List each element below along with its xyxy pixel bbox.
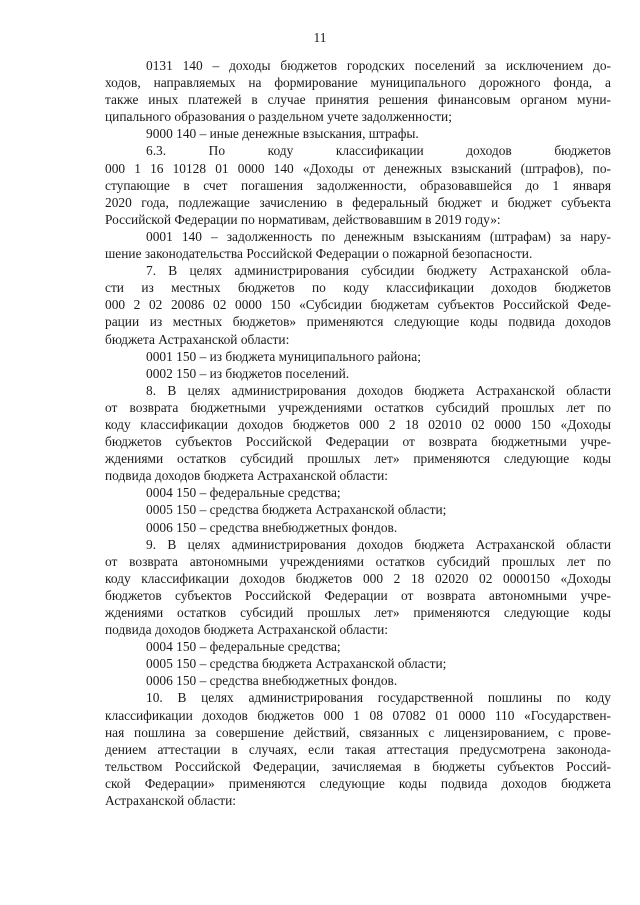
text-line: коду классификации доходов бюджетов 000 2 18 02010 02 0000 150 «Доходы bbox=[105, 416, 611, 432]
text-line: ской Федерации» применяются следующие коды подвида доходов бюджета bbox=[105, 775, 611, 791]
text-line: дением аттестации в случаях, если такая аттестация предусмотрена законода- bbox=[105, 741, 611, 757]
text-line: 0006 150 – средства внебюджетных фондов. bbox=[146, 673, 398, 689]
text-line: 10. В целях администрирования государственной пошлины по коду bbox=[146, 690, 611, 706]
text-line: шение законодательства Российской Федерации о пожарной безопасности. bbox=[105, 246, 533, 262]
text-line: подвида доходов бюджета Астраханской области: bbox=[105, 468, 389, 484]
text-line: рации из местных бюджетов» применяются следующие коды подвида доходов bbox=[105, 314, 611, 330]
text-line: 0005 150 – средства бюджета Астраханской области; bbox=[146, 656, 447, 672]
text-line: Российской Федерации по нормативам, действовавшим в 2019 году»: bbox=[105, 211, 501, 227]
text-line: сти из местных бюджетов по коду классификации доходов бюджетов bbox=[105, 280, 611, 296]
text-line: 7. В целях администрирования субсидии бюджету Астраханской обла- bbox=[146, 263, 611, 279]
text-line: ходов, направляемых на формирование муниципального дорожного фонда, а bbox=[105, 75, 611, 91]
text-line: бюджетов субъектов Российской Федерации от возврата автономными учре- bbox=[105, 587, 611, 603]
text-line: также иных платежей в случае принятия решения финансовым органом муни- bbox=[105, 92, 611, 108]
text-line: 0001 140 – задолженность по денежным взысканиям (штрафам) за нару- bbox=[146, 228, 611, 244]
text-line: 0131 140 – доходы бюджетов городских поселений за исключением до- bbox=[146, 58, 611, 73]
text-line: 9000 140 – иные денежные взыскания, штрафы. bbox=[146, 126, 419, 142]
page-number: 11 bbox=[313, 30, 327, 45]
text-line: 000 1 16 10128 01 0000 140 «Доходы от денежных взысканий (штрафов), по- bbox=[105, 160, 611, 176]
text-line: ципального образования о раздельном учете задолженности; bbox=[105, 109, 452, 125]
text-line: 0002 150 – из бюджетов поселений. bbox=[146, 365, 350, 381]
text-line: 8. В целях администрирования доходов бюджета Астраханской области bbox=[146, 382, 611, 398]
text-line: подвида доходов бюджета Астраханской области: bbox=[105, 622, 389, 638]
text-line: от возврата автономными учреждениями остатков субсидий прошлых лет по bbox=[105, 553, 611, 569]
text-line: 6.3. По коду классификации доходов бюджетов bbox=[146, 143, 611, 159]
text-line: бюджета Астраханской области: bbox=[105, 331, 290, 347]
text-line: ступающие в счет погашения задолженности, образовавшейся до 1 января bbox=[105, 177, 611, 193]
text-line: классификации доходов бюджетов 000 1 08 07082 01 0000 110 «Государствен- bbox=[105, 707, 611, 723]
text-line: от возврата бюджетными учреждениями остатков субсидий прошлых лет по bbox=[105, 399, 611, 415]
text-line: 0006 150 – средства внебюджетных фондов. bbox=[146, 519, 398, 535]
text-line: Астраханской области: bbox=[105, 793, 237, 809]
text-line: 0001 150 – из бюджета муниципального района; bbox=[146, 348, 421, 364]
text-line: тельством Российской Федерации, зачисляемая в бюджеты субъектов Россий- bbox=[105, 758, 611, 774]
text-line: 9. В целях администрирования доходов бюджета Астраханской области bbox=[146, 536, 611, 552]
text-line: 0004 150 – федеральные средства; bbox=[146, 485, 341, 501]
text-line: 000 2 02 20086 02 0000 150 «Субсидии бюджетам субъектов Российской Феде- bbox=[105, 297, 611, 313]
text-line: 2020 года, подлежащие зачислению в федеральный бюджет и бюджет субъекта bbox=[105, 194, 611, 210]
text-line: ждениями остатков субсидий прошлых лет» применяются следующие коды bbox=[105, 451, 611, 467]
text-line: ждениями остатков субсидий прошлых лет» применяются следующие коды bbox=[105, 605, 611, 620]
text-line: бюджетов субъектов Российской Федерации от возврата бюджетными учре- bbox=[105, 434, 611, 450]
text-line: 0004 150 – федеральные средства; bbox=[146, 639, 341, 655]
text-line: 0005 150 – средства бюджета Астраханской области; bbox=[146, 502, 447, 518]
document-body bbox=[105, 57, 611, 809]
text-line: коду классификации доходов бюджетов 000 2 18 02020 02 0000150 «Доходы bbox=[105, 570, 611, 586]
text-line: ная пошлина за совершение действий, связанных с лицензированием, с прове- bbox=[105, 724, 611, 740]
